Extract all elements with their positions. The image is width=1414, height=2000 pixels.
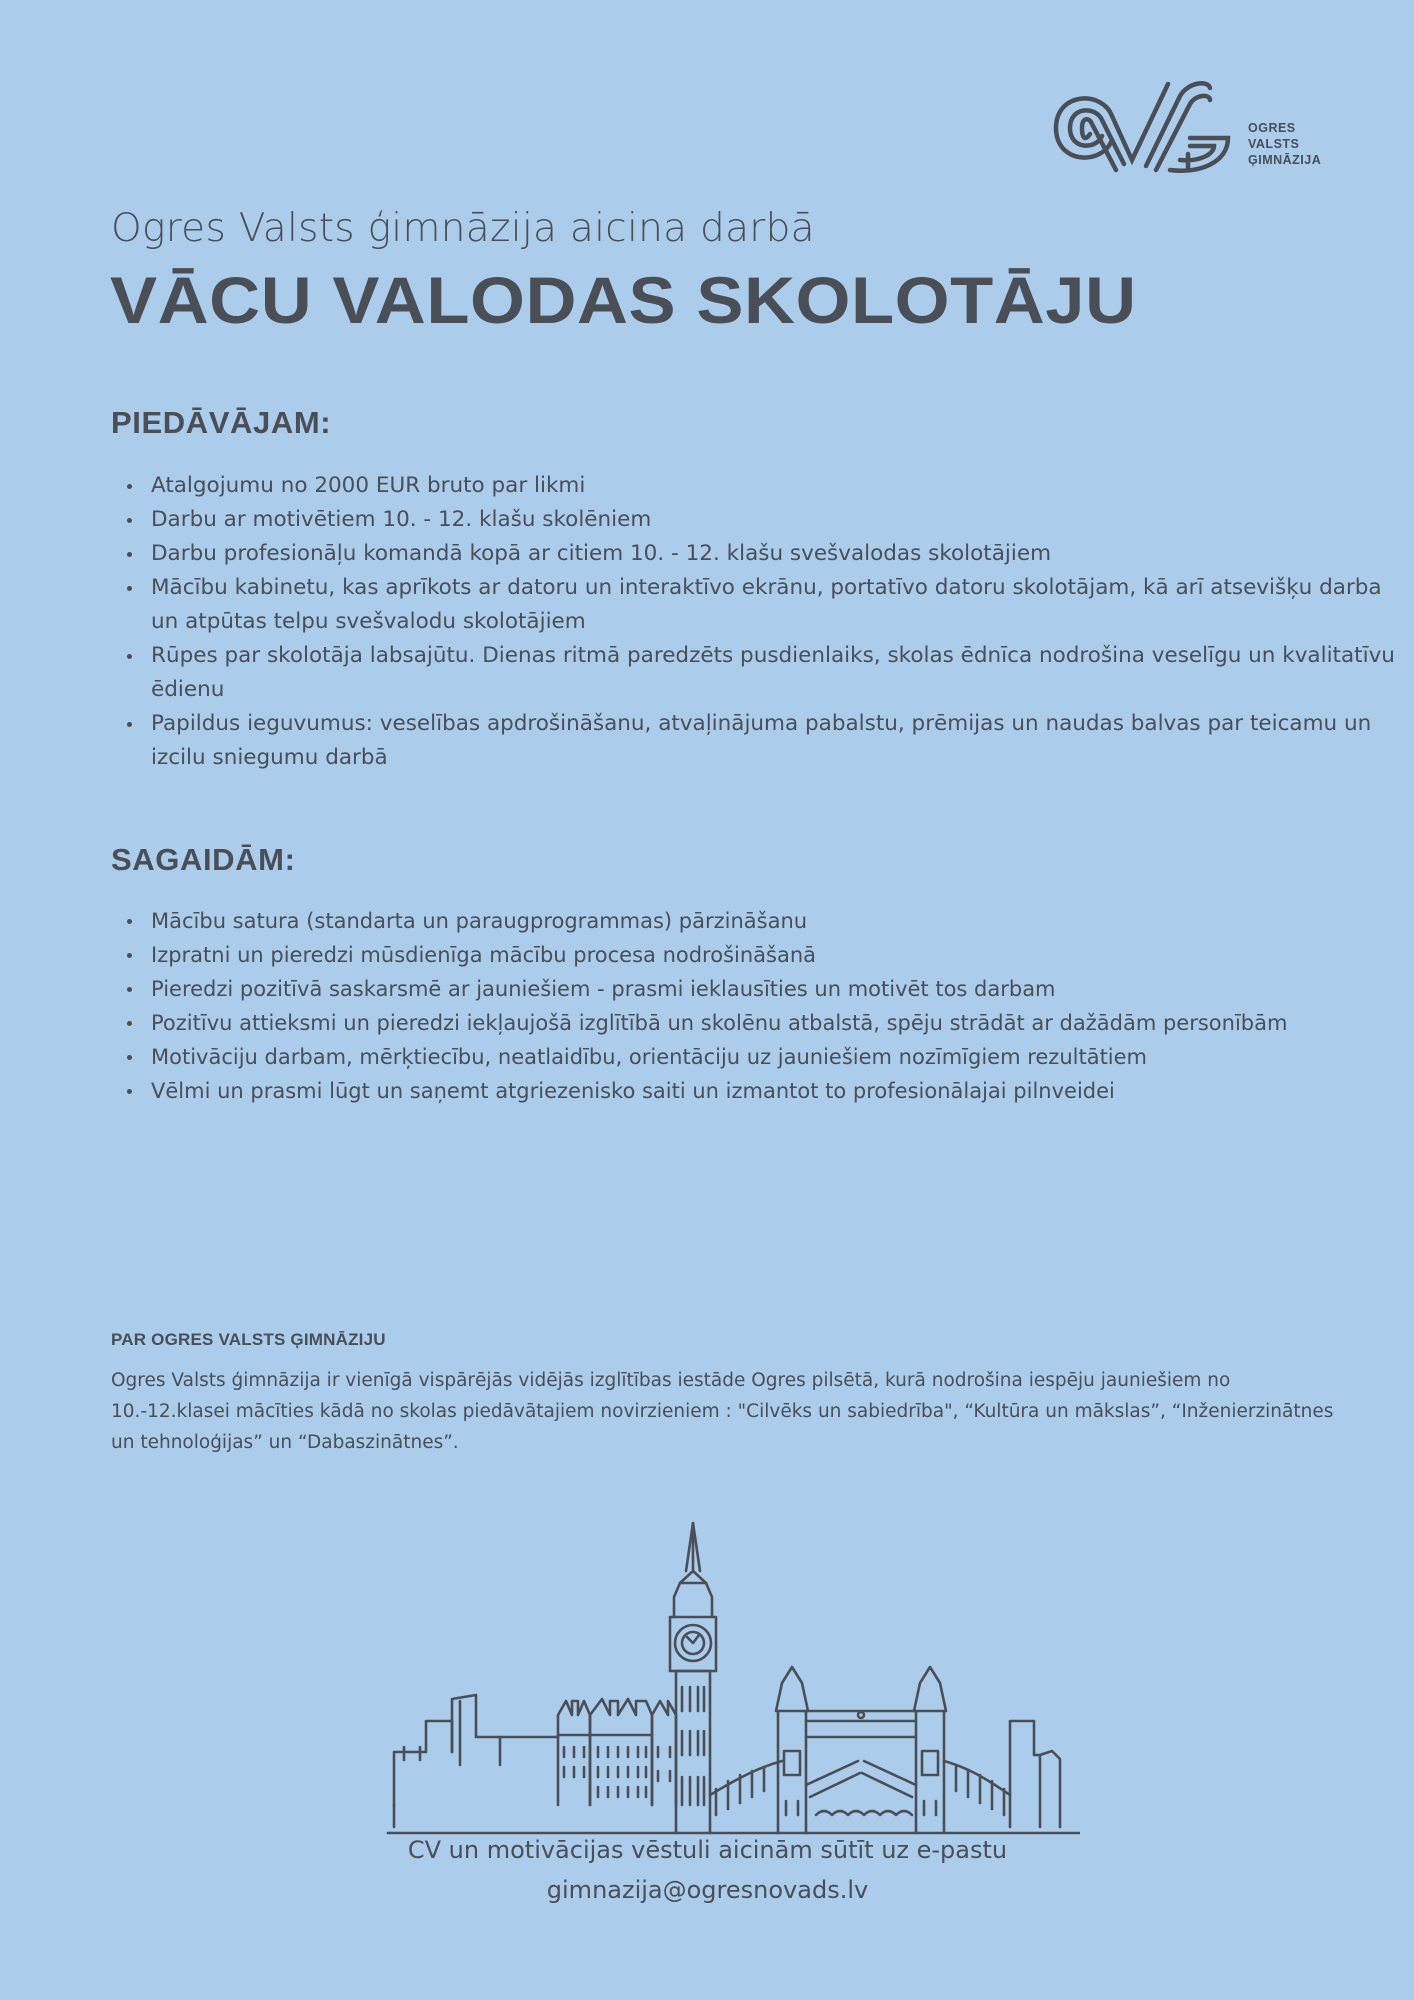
offer-list (111, 469, 1401, 775)
list-item: Izpratni un pieredzi mūsdienīga mācību procesa nodrošināšanā (151, 938, 1414, 972)
cta (380, 1830, 1035, 1910)
page-title: VĀCU VALODAS SKOLOTĀJU (110, 263, 1137, 337)
ogres-valsts-gimnazija-logo-icon (1050, 78, 1240, 178)
offer-heading: PIEDĀVĀJAM: (111, 405, 332, 440)
list-item: Mācību kabinetu, kas aprīkots ar datoru un interaktīvo ekrānu, portatīvo datoru skolotājam, kā arī atsevišķu darba un atpūtas telpu svešvalodu skolotājiem (151, 571, 1401, 639)
list-item: Papildus ieguvumus: veselības apdrošināšanu, atvaļinājuma pabalstu, prēmijas un naudas balvas par teicamu un izcilu sniegumu darbā (151, 707, 1401, 775)
list-item: Rūpes par skolotāja labsajūtu. Dienas ritmā paredzēts pusdienlaiks, skolas ēdnīca nodrošina veselīgu un kvalitatīvu ēdienu (151, 639, 1401, 707)
expect-list (111, 904, 1414, 1108)
logo-line-2: VALSTS (1248, 137, 1300, 151)
school-logo (1050, 78, 1350, 178)
cta-text: CV un motivācijas vēstuli aicinām sūtīt uz e-pastu (407, 1836, 1008, 1864)
about-heading: PAR OGRES VALSTS ĢIMNĀZIJU (111, 1330, 386, 1349)
contact-email[interactable]: gimnazija@ogresnovads.lv (546, 1876, 869, 1904)
list-item: Mācību satura (standarta un paraugprogrammas) pārzināšanu (151, 904, 1414, 938)
list-item: Pozitīvu attieksmi un pieredzi iekļaujošā izglītībā un skolēnu atbalstā, spēju strādāt ar dažādām personībām (151, 1006, 1414, 1040)
logo-wordmark (1248, 120, 1321, 168)
list-item: Atalgojumu no 2000 EUR bruto par likmi (151, 469, 1401, 503)
list-item: Pieredzi pozitīvā saskarsmē ar jauniešiem - prasmi ieklausīties un motivēt tos darbam (151, 972, 1414, 1006)
about-text: Ogres Valsts ģimnāzija ir vienīgā vispārējās vidējās izglītības iestāde Ogres pilsētā, kurā nodrošina iespēju jauniešiem no 10.-12.klasei mācīties kādā no skolas piedāvātajiem novirzieniem : "Cilvēks un sabiedrība", “Kultūra un mākslas”, “Inženierzinātnes un tehnoloģijas” un “Dabaszinātnes”. (111, 1370, 1334, 1453)
expect-heading: SAGAIDĀM: (111, 842, 296, 877)
list-item: Darbu profesionāļu komandā kopā ar citiem 10. - 12. klašu svešvalodas skolotājiem (151, 537, 1401, 571)
logo-line-1: OGRES (1248, 121, 1296, 135)
list-item: Darbu ar motivētiem 10. - 12. klašu skolēniem (151, 503, 1401, 537)
logo-line-3: ĢIMNĀZIJA (1248, 153, 1322, 167)
list-item: Motivāciju darbam, mērķtiecību, neatlaidību, orientāciju uz jauniešiem nozīmīgiem rezultātiem (151, 1040, 1414, 1074)
skyline-illustration (380, 1515, 1080, 1839)
london-skyline-icon (380, 1515, 1080, 1835)
list-item: Vēlmi un prasmi lūgt un saņemt atgriezenisko saiti un izmantot to profesionālajai pilnveidei (151, 1074, 1414, 1108)
intro-line: Ogres Valsts ģimnāzija aicina darbā (111, 206, 815, 251)
